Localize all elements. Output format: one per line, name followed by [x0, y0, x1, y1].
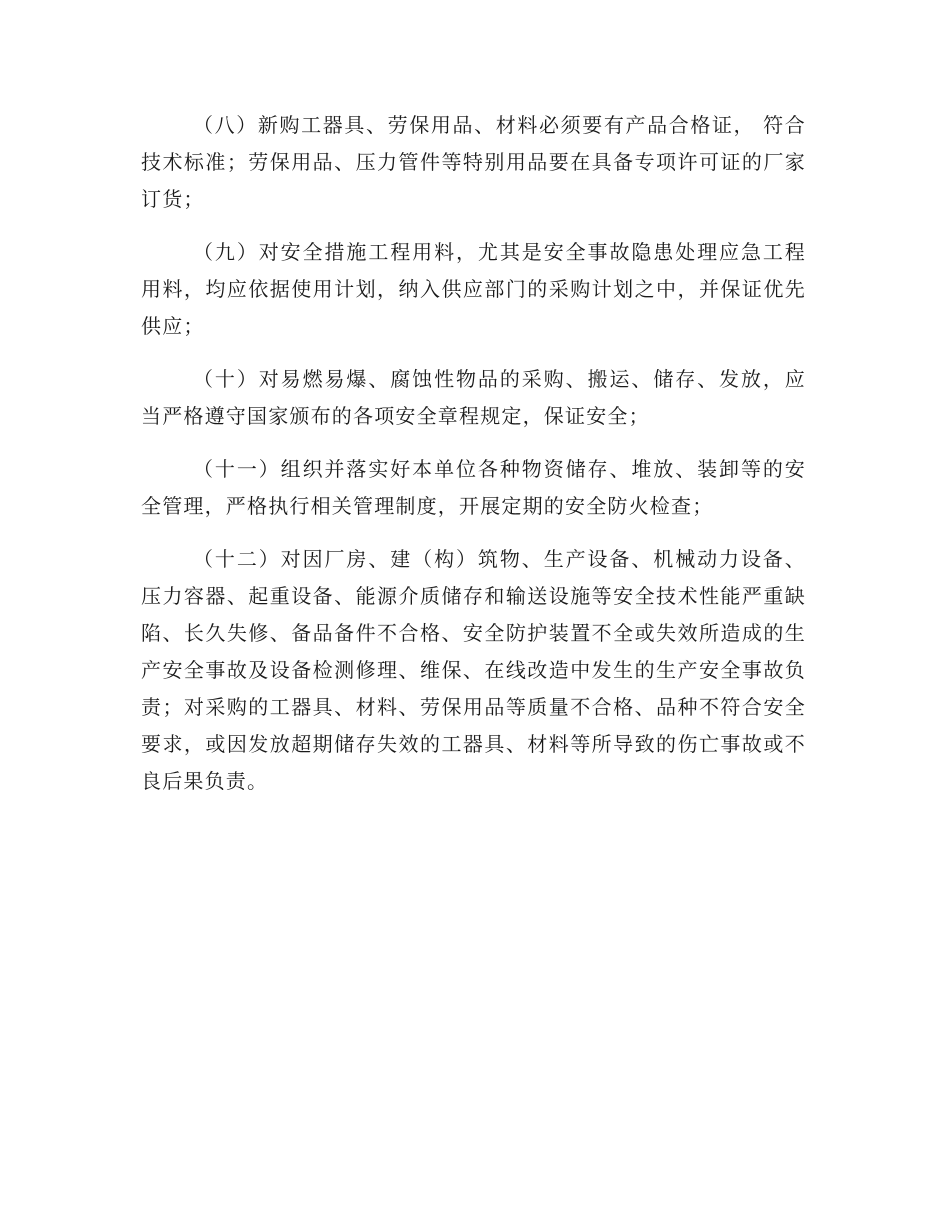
paragraph-item-9: （九）对安全措施工程用料，尤其是安全事故隐患处理应急工程用料，均应依据使用计划，纳入供应部门的采购计划之中，并保证优先供应；	[141, 240, 806, 338]
paragraph-item-10: （十）对易燃易爆、腐蚀性物品的采购、搬运、储存、发放，应当严格遵守国家颁布的各项安全章程规定，保证安全；	[141, 367, 806, 428]
paragraph-item-8: （八）新购工器具、劳保用品、材料必须要有产品合格证， 符合技术标准；劳保用品、压力管件等特别用品要在具备专项许可证的厂家订货；	[141, 113, 806, 211]
paragraph-item-12: （十二）对因厂房、建（构）筑物、生产设备、机械动力设备、压力容器、起重设备、能源介质储存和输送设施等安全技术性能严重缺陷、长久失修、备品备件不合格、安全防护装置不全或失效所造成的生产安全事故及设备检测修理、维保、在线改造中发生的生产安全事故负责；对采购的工器具、材料、劳保用品等质量不合格、品种不符合安全要求，或因发放超期储存失效的工器具、材料等所导致的伤亡事故或不良后果负责。	[141, 547, 806, 793]
paragraph-item-11: （十一）组织并落实好本单位各种物资储存、堆放、装卸等的安全管理，严格执行相关管理制度，开展定期的安全防火检查；	[141, 457, 806, 518]
document-body	[141, 107, 806, 816]
